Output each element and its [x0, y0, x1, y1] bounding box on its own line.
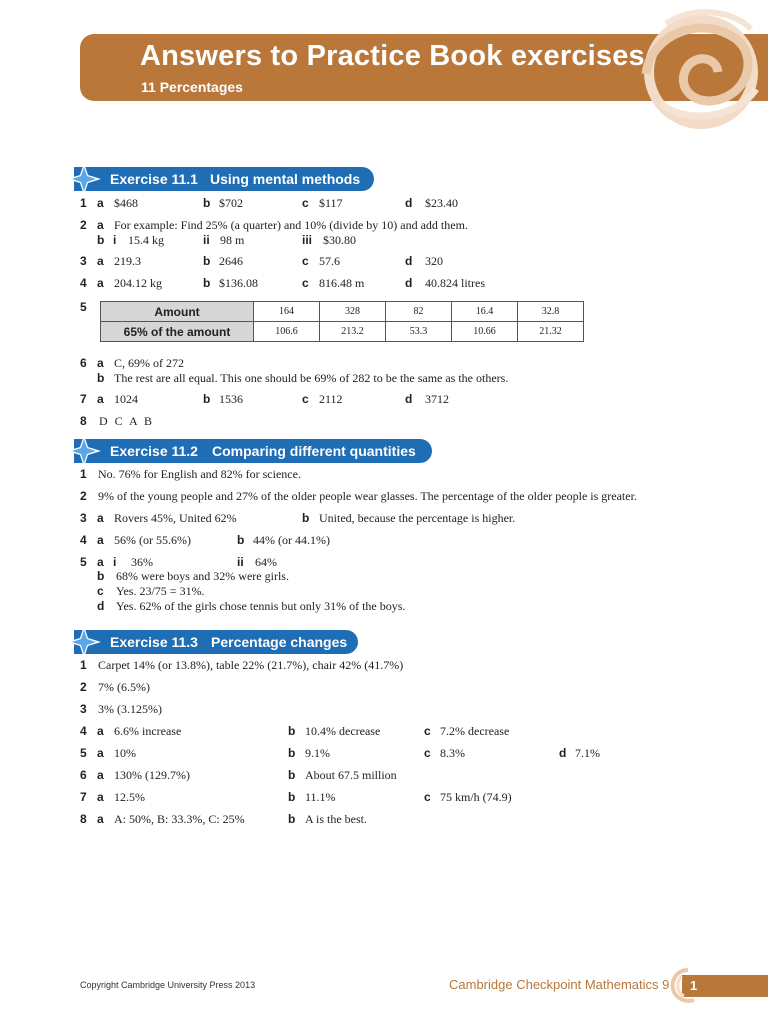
part-label: a [97, 511, 104, 525]
question-number: 1 [80, 658, 87, 672]
swirl-decoration-icon [668, 966, 708, 1006]
copyright-notice: Copyright Cambridge University Press 2013 [80, 980, 256, 990]
question-number: 4 [80, 533, 87, 547]
answer-text: $702 [219, 196, 243, 210]
question-number: 1 [80, 196, 87, 210]
part-label: d [97, 599, 105, 613]
question-number: 4 [80, 276, 87, 290]
answer-text: 7.2% decrease [440, 724, 510, 738]
part-label: a [97, 356, 104, 370]
answer-text: Carpet 14% (or 13.8%), table 22% (21.7%), chair 42% (41.7%) [98, 658, 404, 672]
answer-text: 219.3 [114, 254, 141, 268]
question-number: 2 [80, 489, 87, 503]
answer-text: 2112 [319, 392, 343, 406]
exercise-title: Using mental methods [210, 171, 361, 187]
part-label: a [97, 768, 104, 782]
answer-text: 10% [114, 746, 136, 760]
part-label: a [97, 533, 104, 547]
answer-text: 56% (or 55.6%) [114, 533, 191, 547]
answer-text: $30.80 [323, 233, 356, 247]
part-label: c [302, 392, 309, 406]
exercise-banner-11-1 [74, 167, 374, 191]
question-number: 6 [80, 768, 87, 782]
question-number: 8 [80, 812, 87, 826]
part-label: a [97, 790, 104, 804]
answer-text: 3% (3.125%) [98, 702, 162, 716]
exercise-number: Exercise 11.1 [110, 171, 198, 187]
part-label: b [203, 276, 211, 290]
part-label: b [288, 768, 296, 782]
page-number: 1 [690, 978, 698, 993]
answer-text: 1024 [114, 392, 138, 406]
part-label: d [405, 196, 413, 210]
answer-text: 7.1% [575, 746, 600, 760]
answer-text: C, 69% of 272 [114, 356, 184, 370]
question-number: 3 [80, 702, 87, 716]
subpart-label: i [113, 233, 117, 247]
part-label: a [97, 555, 104, 569]
question-number: 1 [80, 467, 87, 481]
question-number: 5 [80, 555, 87, 569]
answer-text: 9% of the young people and 27% of the older people wear glasses. The percentage of the older people is greater. [98, 489, 637, 503]
part-label: b [302, 511, 310, 525]
part-label: c [424, 790, 431, 804]
answer-text: Rovers 45%, United 62% [114, 511, 237, 525]
part-label: a [97, 392, 104, 406]
question-number: 2 [80, 218, 87, 232]
answer-text: 12.5% [114, 790, 145, 804]
table-cell: 16.4 [452, 302, 518, 322]
answer-text: 320 [425, 254, 443, 268]
answer-text: 816.48 m [319, 276, 365, 290]
answer-text: 1536 [219, 392, 243, 406]
answer-text: 3712 [425, 392, 449, 406]
star-icon [66, 434, 102, 468]
table-cell: 53.3 [386, 322, 452, 342]
table-cell: 32.8 [518, 302, 584, 322]
answer-text: About 67.5 million [305, 768, 397, 782]
star-icon [66, 162, 102, 196]
answer-text: For example: Find 25% (a quarter) and 10% (divide by 10) and add them. [114, 218, 468, 232]
star-icon [66, 625, 102, 659]
part-label: d [405, 392, 413, 406]
part-label: b [97, 569, 105, 583]
part-label: c [302, 254, 309, 268]
part-label: b [203, 196, 211, 210]
part-label: b [288, 746, 296, 760]
answer-text: 6.6% increase [114, 724, 182, 738]
part-label: b [203, 392, 211, 406]
exercise-number: Exercise 11.3 [110, 634, 198, 650]
part-label: a [97, 724, 104, 738]
series-title: Cambridge Checkpoint Mathematics 9 [449, 977, 670, 992]
part-label: d [405, 276, 413, 290]
question-number: 8 [80, 414, 87, 428]
table-row [101, 302, 584, 322]
answer-text: 15.4 kg [128, 233, 164, 247]
page-title: Answers to Practice Book exercises [140, 40, 645, 72]
question-number: 4 [80, 724, 87, 738]
table-cell: 106.6 [254, 322, 320, 342]
part-label: a [97, 812, 104, 826]
answer-text: 40.824 litres [425, 276, 485, 290]
question-number: 7 [80, 392, 87, 406]
answer-text: The rest are all equal. This one should be 69% of 282 to be the same as the others. [114, 371, 509, 385]
part-label: c [424, 746, 431, 760]
question-number: 2 [80, 680, 87, 694]
answer-text: 44% (or 44.1%) [253, 533, 330, 547]
part-label: b [97, 371, 105, 385]
answer-text: 9.1% [305, 746, 330, 760]
table-cell: 328 [320, 302, 386, 322]
question-number: 7 [80, 790, 87, 804]
answer-text: United, because the percentage is higher. [319, 511, 516, 525]
answer-text: No. 76% for English and 82% for science. [98, 467, 301, 481]
answer-text: 8.3% [440, 746, 465, 760]
answer-text: Yes. 23/75 = 31%. [116, 584, 205, 598]
part-label: b [288, 790, 296, 804]
part-label: c [97, 584, 104, 598]
answer-text: $117 [319, 196, 343, 210]
exercise-number: Exercise 11.2 [110, 443, 198, 459]
answer-text: A is the best. [305, 812, 367, 826]
answer-text: 204.12 kg [114, 276, 162, 290]
question-number: 5 [80, 746, 87, 760]
part-label: a [97, 218, 104, 232]
table-row [101, 322, 584, 342]
part-label: a [97, 196, 104, 210]
answer-text: D C A B [99, 414, 155, 428]
exercise-banner-11-2 [74, 439, 432, 463]
table-row-header: 65% of the amount [101, 322, 254, 342]
answer-text: 2646 [219, 254, 243, 268]
part-label: a [97, 746, 104, 760]
percentage-table [100, 301, 584, 342]
exercise-title: Percentage changes [211, 634, 348, 650]
answer-text: 98 m [220, 233, 245, 247]
part-label: d [405, 254, 413, 268]
part-label: c [424, 724, 431, 738]
question-number: 3 [80, 254, 87, 268]
subpart-label: ii [237, 555, 244, 569]
answer-text: Yes. 62% of the girls chose tennis but only 31% of the boys. [116, 599, 406, 613]
table-cell: 10.66 [452, 322, 518, 342]
question-number: 5 [80, 300, 87, 314]
answer-text: 68% were boys and 32% were girls. [116, 569, 289, 583]
exercise-banner-11-3 [74, 630, 358, 654]
question-number: 6 [80, 356, 87, 370]
answer-text: 130% (129.7%) [114, 768, 190, 782]
part-label: b [288, 724, 296, 738]
part-label: d [559, 746, 567, 760]
answer-text: $468 [114, 196, 138, 210]
answer-text: 7% (6.5%) [98, 680, 150, 694]
part-label: c [302, 276, 309, 290]
part-label: b [203, 254, 211, 268]
subpart-label: i [113, 555, 117, 569]
page-subtitle: 11 Percentages [141, 79, 243, 95]
answer-text: 11.1% [305, 790, 336, 804]
table-cell: 164 [254, 302, 320, 322]
answer-text: 64% [255, 555, 277, 569]
table-cell: 213.2 [320, 322, 386, 342]
table-row-header: Amount [101, 302, 254, 322]
answer-text: 10.4% decrease [305, 724, 381, 738]
part-label: c [302, 196, 309, 210]
answer-text: 57.6 [319, 254, 340, 268]
part-label: a [97, 276, 104, 290]
exercise-title: Comparing different quantities [212, 443, 416, 459]
answer-text: 36% [131, 555, 153, 569]
part-label: b [288, 812, 296, 826]
table-cell: 21.32 [518, 322, 584, 342]
question-number: 3 [80, 511, 87, 525]
table-cell: 82 [386, 302, 452, 322]
subpart-label: ii [203, 233, 210, 247]
part-label: a [97, 254, 104, 268]
part-label: b [237, 533, 245, 547]
answer-text: $136.08 [219, 276, 258, 290]
part-label: b [97, 233, 105, 247]
answer-text: 75 km/h (74.9) [440, 790, 512, 804]
answer-text: $23.40 [425, 196, 458, 210]
answer-text: A: 50%, B: 33.3%, C: 25% [114, 812, 245, 826]
subpart-label: iii [302, 233, 313, 247]
